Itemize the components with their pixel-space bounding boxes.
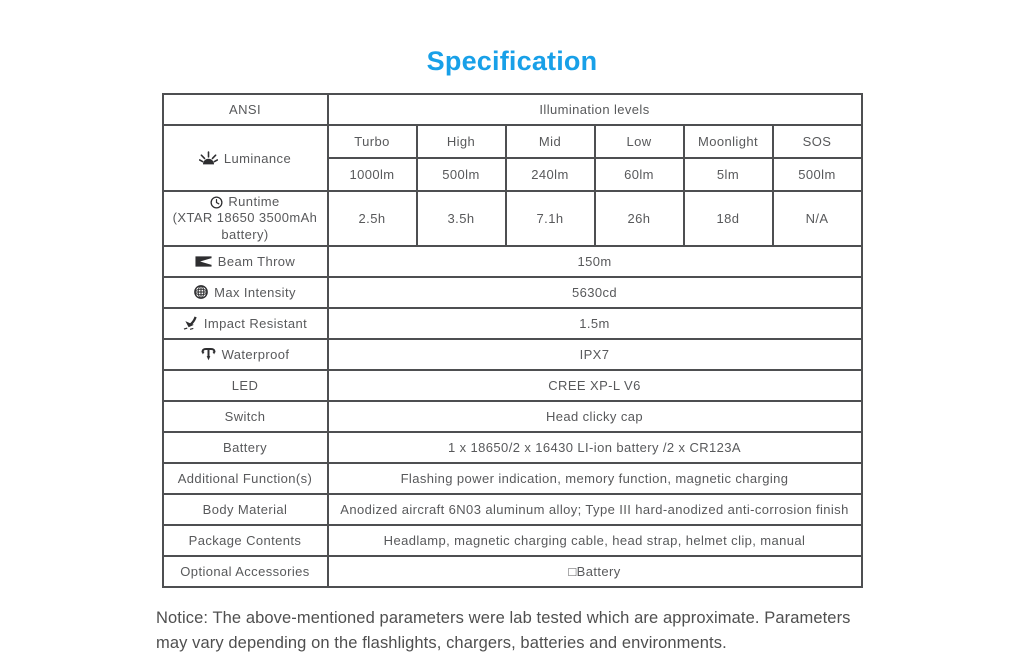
lumen-value: 1000lm <box>328 158 417 191</box>
spec-label: Waterproof <box>221 346 290 362</box>
table-row <box>163 556 862 587</box>
waterproof-icon <box>201 347 216 361</box>
runtime-value: N/A <box>773 191 862 246</box>
spec-label-cell <box>163 246 328 277</box>
specification-table <box>162 93 863 588</box>
illumination-levels-header: Illumination levels <box>328 94 862 125</box>
lumen-value: 500lm <box>417 158 506 191</box>
page-title: Specification <box>426 46 598 76</box>
spec-value: Headlamp, magnetic charging cable, head strap, helmet clip, manual <box>328 525 862 556</box>
table-row <box>163 494 862 525</box>
spec-label-cell <box>163 339 328 370</box>
table-row <box>163 246 862 277</box>
spec-label: Body Material <box>163 494 328 525</box>
runtime-value: 3.5h <box>417 191 506 246</box>
mode-header: SOS <box>773 125 862 158</box>
table-row <box>163 277 862 308</box>
notice-text: Notice: The above-mentioned parameters were lab tested which are approximate. Parameters may vary depending on the flashlights, chargers, batteries and environments. <box>156 608 851 652</box>
spec-label: Impact Resistant <box>203 315 308 331</box>
runtime-value: 7.1h <box>506 191 595 246</box>
luminance-label: Luminance <box>223 150 292 166</box>
spec-value: Anodized aircraft 6N03 aluminum alloy; Type III hard-anodized anti-corrosion finish <box>328 494 862 525</box>
runtime-value: 18d <box>684 191 773 246</box>
mode-header: Turbo <box>328 125 417 158</box>
lumen-value: 500lm <box>773 158 862 191</box>
table-row <box>163 339 862 370</box>
spec-value: Head clicky cap <box>328 401 862 432</box>
luminance-label-cell <box>163 125 328 191</box>
table-row <box>163 432 862 463</box>
spec-label: Max Intensity <box>214 284 296 300</box>
spec-value: 1.5m <box>328 308 862 339</box>
lumen-value: 240lm <box>506 158 595 191</box>
mode-header: Mid <box>506 125 595 158</box>
spec-value: □Battery <box>328 556 862 587</box>
sun-icon <box>199 151 218 165</box>
spec-label: Package Contents <box>163 525 328 556</box>
mode-header: Low <box>595 125 684 158</box>
runtime-value: 2.5h <box>328 191 417 246</box>
spec-value: Flashing power indication, memory function, magnetic charging <box>328 463 862 494</box>
spec-value: CREE XP-L V6 <box>328 370 862 401</box>
spec-label: Optional Accessories <box>163 556 328 587</box>
table-row <box>163 125 862 158</box>
spec-value: 1 x 18650/2 x 16430 LI-ion battery /2 x CR123A <box>328 432 862 463</box>
lumen-value: 60lm <box>595 158 684 191</box>
spec-value: 5630cd <box>328 277 862 308</box>
spec-label: LED <box>163 370 328 401</box>
spec-label: Switch <box>163 401 328 432</box>
ansi-label: ANSI <box>163 94 328 125</box>
max-intensity-icon <box>194 285 208 299</box>
table-row <box>163 370 862 401</box>
impact-icon <box>183 316 198 330</box>
table-row <box>163 401 862 432</box>
table-row <box>163 191 862 246</box>
runtime-sublabel: (XTAR 18650 3500mAh battery) <box>172 210 318 242</box>
table-row <box>163 525 862 556</box>
spec-label-cell <box>163 308 328 339</box>
spec-value: 150m <box>328 246 862 277</box>
table-row <box>163 463 862 494</box>
runtime-label: Runtime <box>228 194 280 209</box>
spec-value: IPX7 <box>328 339 862 370</box>
clock-icon <box>210 196 223 209</box>
spec-label-cell <box>163 277 328 308</box>
lumen-value: 5lm <box>684 158 773 191</box>
spec-label: Additional Function(s) <box>163 463 328 494</box>
table-row <box>163 94 862 125</box>
runtime-value: 26h <box>595 191 684 246</box>
table-row <box>163 308 862 339</box>
spec-label: Battery <box>163 432 328 463</box>
mode-header: Moonlight <box>684 125 773 158</box>
beam-throw-icon <box>195 256 212 267</box>
mode-header: High <box>417 125 506 158</box>
runtime-label-cell <box>163 191 328 246</box>
spec-label: Beam Throw <box>217 253 296 269</box>
